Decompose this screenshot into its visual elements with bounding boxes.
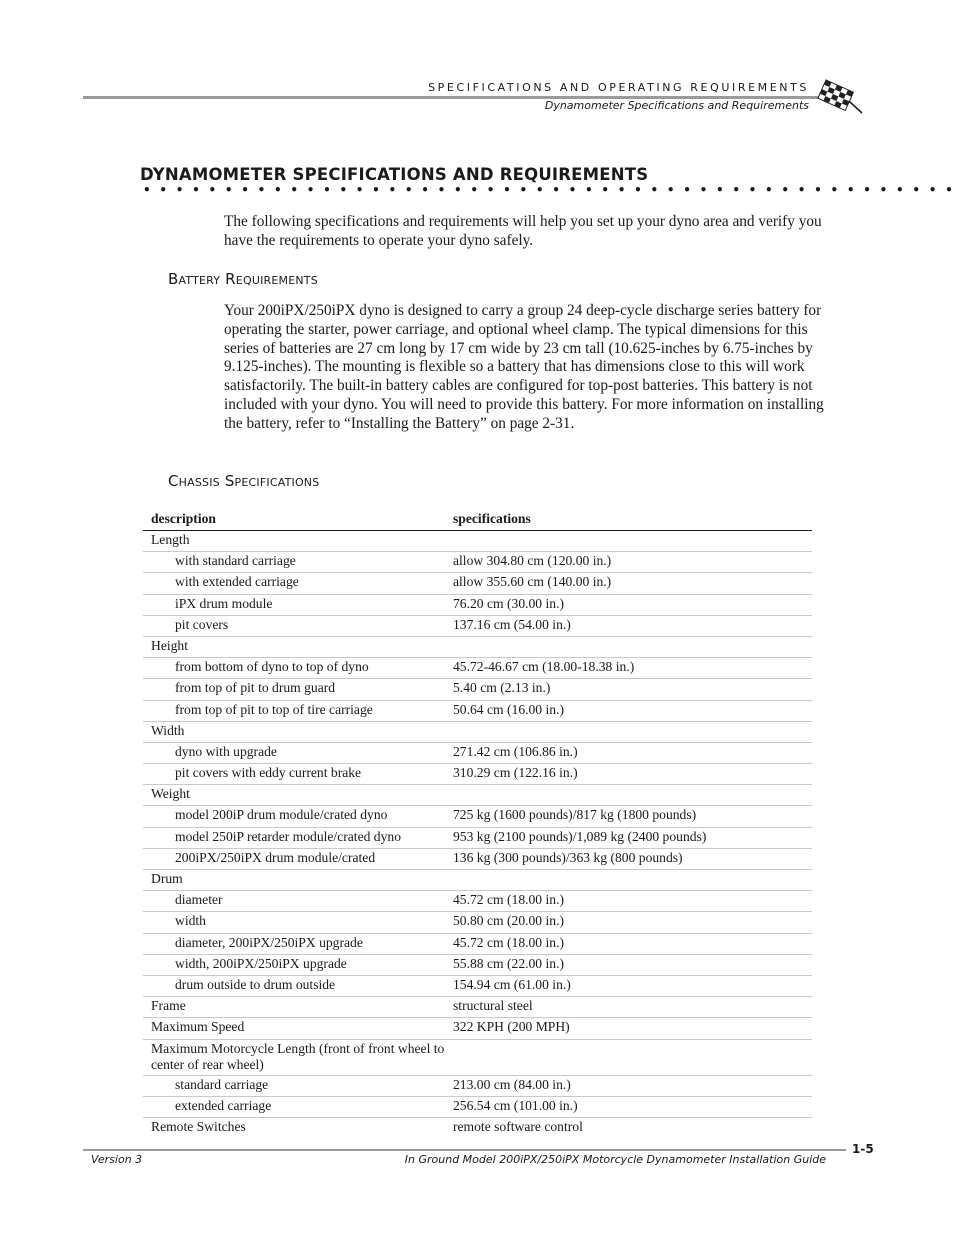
row-specification [445,636,812,657]
row-description: from top of pit to drum guard [143,679,445,700]
table-row [143,870,812,891]
row-specification: 5.40 cm (2.13 in.) [445,679,812,700]
row-description: with extended carriage [143,573,445,594]
row-specification: structural steel [445,997,812,1018]
table-row [143,1075,812,1096]
footer-version: Version 3 [91,1153,143,1166]
row-specification [445,531,812,552]
row-description: Width [143,721,445,742]
row-specification [445,870,812,891]
table-row [143,1039,812,1075]
row-specification: 55.88 cm (22.00 in.) [445,954,812,975]
row-specification [445,785,812,806]
table-row [143,997,812,1018]
row-specification: 256.54 cm (101.00 in.) [445,1096,812,1117]
row-specification [445,1039,812,1075]
footer-guide-title: In Ground Model 200iPX/250iPX Motorcycle Dynamometer Installation Guide [404,1153,826,1166]
row-specification: allow 304.80 cm (120.00 in.) [445,552,812,573]
battery-paragraph: Your 200iPX/250iPX dyno is designed to carry a group 24 deep-cycle discharge series battery for operating the starter, power carriage, and optional wheel clamp. The typical dimensions for this series of batteries are 27 cm long by 17 cm wide by 23 cm tall (10.625-inches by 6.75-inches by 9.125-inches). The mounting is flexible so a battery that has dimensions close to this will work satisfactorily. The built-in battery cables are configured for top-post batteries. This battery is not included with your dyno. You will need to provide this battery. For more information on installing the battery, refer to “Installing the Battery” on page 2-31. [224,302,824,432]
table-row [143,1018,812,1039]
row-description: Frame [143,997,445,1018]
row-description: iPX drum module [143,594,445,615]
table-row [143,679,812,700]
row-description: Maximum Speed [143,1018,445,1039]
row-description: Height [143,636,445,657]
row-description: diameter [143,891,445,912]
row-specification: 137.16 cm (54.00 in.) [445,615,812,636]
row-description: dyno with upgrade [143,742,445,763]
table-row [143,848,812,869]
intro-paragraph: The following specifications and requirements will help you set up your dyno area and verify you have the requirements to operate your dyno safely. [224,213,822,249]
row-description: model 200iP drum module/crated dyno [143,806,445,827]
table-row [143,531,812,552]
footer-rule [83,1149,846,1151]
table-row [143,615,812,636]
row-specification: 76.20 cm (30.00 in.) [445,594,812,615]
table-row [143,764,812,785]
table-header-row [143,509,812,531]
column-header-description: description [143,509,445,531]
row-specification: 45.72 cm (18.00 in.) [445,891,812,912]
row-description: Weight [143,785,445,806]
row-description: standard carriage [143,1075,445,1096]
table-row [143,552,812,573]
row-description: 200iPX/250iPX drum module/crated [143,848,445,869]
table-row [143,721,812,742]
battery-heading: Battery Requirements [168,270,318,288]
row-description: drum outside to drum outside [143,975,445,996]
section-title: DYNAMOMETER SPECIFICATIONS AND REQUIREMENTS [140,165,649,184]
row-description: Drum [143,870,445,891]
row-specification: 45.72 cm (18.00 in.) [445,933,812,954]
row-specification: 953 kg (2100 pounds)/1,089 kg (2400 pounds) [445,827,812,848]
table-row [143,891,812,912]
table-row [143,806,812,827]
checkered-flag-icon [822,77,866,115]
row-specification: 50.80 cm (20.00 in.) [445,912,812,933]
row-specification: 271.42 cm (106.86 in.) [445,742,812,763]
row-description: extended carriage [143,1096,445,1117]
row-description: pit covers with eddy current brake [143,764,445,785]
table-row [143,742,812,763]
table-row [143,912,812,933]
dotted-rule: •••••••••••••••••••••••••••••••••••••••••••••••••• [143,183,962,197]
table-row [143,827,812,848]
row-specification: 154.94 cm (61.00 in.) [445,975,812,996]
column-header-specifications: specifications [445,509,812,531]
chassis-heading: Chassis Specifications [168,472,320,490]
row-specification: allow 355.60 cm (140.00 in.) [445,573,812,594]
row-specification: 322 KPH (200 MPH) [445,1018,812,1039]
row-specification: remote software control [453,1118,583,1134]
row-specification: 136 kg (300 pounds)/363 kg (800 pounds) [445,848,812,869]
row-specification: 213.00 cm (84.00 in.) [445,1075,812,1096]
table-row [143,658,812,679]
row-description: model 250iP retarder module/crated dyno [143,827,445,848]
table-row [143,785,812,806]
table-row [143,573,812,594]
table-row [143,1117,812,1138]
table-row [143,975,812,996]
row-description: Maximum Motorcycle Length (front of front wheel to center of rear wheel) [143,1039,445,1075]
row-description: diameter, 200iPX/250iPX upgrade [143,933,445,954]
running-header-section: SPECIFICATIONS AND OPERATING REQUIREMENTS [428,81,809,94]
table-row [143,594,812,615]
row-description: from bottom of dyno to top of dyno [143,658,445,679]
table-row [143,933,812,954]
row-specification: 310.29 cm (122.16 in.) [445,764,812,785]
row-description: from top of pit to top of tire carriage [143,700,445,721]
page-number: 1-5 [852,1142,874,1156]
running-header-subsection: Dynamometer Specifications and Requirements [544,99,809,112]
table-body [143,531,812,1139]
row-specification: 725 kg (1600 pounds)/817 kg (1800 pounds) [445,806,812,827]
table-row [143,636,812,657]
row-specification: 50.64 cm (16.00 in.) [445,700,812,721]
row-description: with standard carriage [143,552,445,573]
row-specification [445,721,812,742]
row-description: pit covers [143,615,445,636]
row-description: Remote Switches [151,1118,246,1134]
chassis-spec-table [143,509,812,1138]
table-row [143,700,812,721]
row-specification: 45.72-46.67 cm (18.00-18.38 in.) [445,658,812,679]
row-description: width [143,912,445,933]
row-description: width, 200iPX/250iPX upgrade [143,954,445,975]
table-row [143,954,812,975]
table-row [143,1096,812,1117]
row-description: Length [143,531,445,552]
